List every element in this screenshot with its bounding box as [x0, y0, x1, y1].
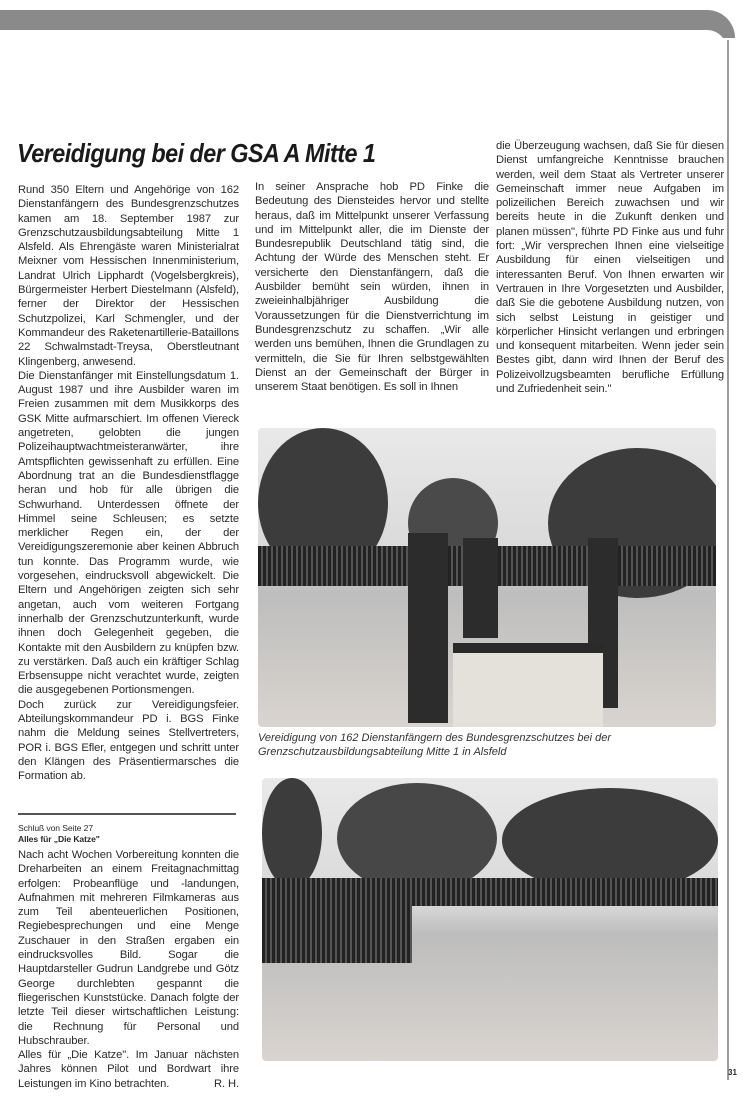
article-title: Vereidigung bei der GSA A Mitte 1 — [17, 138, 376, 168]
article-column-2 — [255, 180, 489, 394]
photo-swearing-in-ceremony — [258, 428, 716, 727]
photo-caption: Vereidigung von 162 Dienstanfängern des Bundesgrenzschutzes bei der Grenzschutzausbildungsabteilung Mitte 1 in Alsfeld — [258, 732, 612, 758]
article-column-3 — [496, 139, 724, 396]
paragraph: Doch zurück zur Vereidigungsfeier. Abteilungskommandeur PD i. BGS Finke nahm die Meldung seines Stellvertreters, POR i. BGS Efler, entgegen und schritt unter den Klängen des Präsentiermarsches die Formation ab. — [18, 698, 239, 783]
article-column-1 — [18, 183, 239, 783]
page-header-band-inner — [0, 30, 727, 50]
paragraph-text: Alles für „Die Katze". Im Januar nächsten Jahres können Pilot und Bordwart ihre Leistungen im Kino betrachten. — [18, 1049, 239, 1090]
section-divider — [18, 813, 236, 815]
photo-formation — [262, 778, 718, 1061]
paragraph: Nach acht Wochen Vorbereitung konnten die Dreharbeiten an einem Freitagnachmittag erfolgen: Probeanflüge und -landungen, Aufnahmen mit mehreren Filmkameras aus zum Teil abenteuerlichen Positionen, Regiebesprechungen und eine Menge Zuschauer in den Straßen ergaben ein eindrucksvolles Bild. Sogar die Hauptdarsteller Gudrun Landgrebe und Götz George durchlebten gespannt die fliegerischen Kunststücke. Danach folgte der letzte Teil dieser wirtschaftlichen Leistung: die Rechnung für Personal und Hubschrauber. — [18, 849, 239, 1047]
author-initials: R. H. — [214, 1077, 239, 1090]
paragraph — [18, 1048, 239, 1091]
paragraph: Rund 350 Eltern und Angehörige von 162 Dienstanfängern des Bundesgrenzschutzes kamen am 18. September 1987 zur Grenzschutzausbildungsabteilung Mitte 1 Alsfeld. Als Ehrengäste waren Ministerialrat Meixner vom Hessischen Innenministerium, Landrat Ulrich Lipphardt (Vogelsbergkreis), Bürgermeister Herbert Diestelmann (Alsfeld), ferner der Direktor der Hessischen Schutzpolizei, Karl Schmengler, und der Kommandeur des Raketenartillerie-Bataillons 22 Schwalmstadt-Treysa, Oberstleutnant Klingenberg, anwesend. — [18, 184, 239, 368]
continuation-source: Schluß von Seite 27 — [18, 823, 94, 833]
page-number: 31 — [728, 1068, 737, 1077]
page-border — [727, 40, 729, 1080]
continuation-heading: Alles für „Die Katze" — [18, 834, 100, 844]
paragraph: Die Dienstanfänger mit Einstellungsdatum 1. August 1987 und ihre Ausbilder waren im Freien zusammen mit dem Musikkorps des GSK Mitte aufmarschiert. Im offenen Viereck angetreten, gelobten die jungen Polizeihauptwachtmeisteranwärter, ihre Amtspflichten gewissenhaft zu erfüllen. Eine Abordnung trat an die Bundesdienstflagge heran und hob für alle übrigen die Schwurhand. Unterdessen öffnete der Himmel seine Schleusen; es setzte merklicher Regen ein, der der Vereidigungszeremonie aber keinen Abbruch tun konnte. Das Programm wurde, wie vorgesehen, eindrucksvoll abgewickelt. Die Eltern und Angehörigen zeigten sich sehr angetan, auch vom weiteren Fortgang innerhalb der Grenzschutzunterkunft, wurde ihnen doch Gelegenheit gegeben, die Kontakte mit den Ausbildern zu knüpfen bzw. zu verstärken. Daß auch ein kräftiger Schlag Erbsensuppe nicht verachtet wurde, zeigten die ausgegebenen Portionsmengen. — [18, 369, 239, 697]
paragraph: die Überzeugung wachsen, daß Sie für diesen Dienst umfangreiche Kenntnisse brauchen werden, weil dem Staat als Vertreter unserer Gemeinschaft immer neue Aufgaben im polizeilichen Bereich zuwachsen und wir bereits heute in die Zukunft denken und planen müssen", führte PD Finke aus und fuhr fort: „Wir versprechen Ihnen eine vielseitige Ausbildung für einen vielseitigen und interessanten Beruf. Von Ihnen erwarten wir Vertrauen in Ihre Vorgesetzten und Ausbilder, daß Sie die gebotene Ausbildung nutzen, von sich selbst Leistung in geistiger und körperlicher Hinsicht verlangen und erbringen und konsequent mitarbeiten. Wenn jeder sein Bestes gibt, dann wird Ihnen der Beruf des Polizeivollzugsbeamten berufliche Erfüllung und Zufriedenheit sein." — [496, 140, 724, 396]
paragraph: In seiner Ansprache hob PD Finke die Bedeutung des Diensteides hervor und stellte heraus, daß im Mittelpunkt unserer Verfassung und im Mittelpunkt aller, die im Dienste der Bundesrepublik Deutschland tätig sind, die Achtung der Würde des Menschen steht. Er versicherte den Dienstanfängern, daß die Ausbilder bemüht sein würden, ihnen in zweieinhalbjähriger Ausbildung die Voraussetzungen für die Dienstverrichtung im Bundesgrenzschutz zu schaffen. „Wir alle werden uns bemühen, Ihnen die Grundlagen zu vermitteln, die Sie für Ihren selbstgewählten Dienst an der Gemeinschaft der Bürger in unserem Staat benötigen. Es soll in Ihnen — [255, 181, 489, 394]
continuation-column — [18, 823, 239, 1091]
